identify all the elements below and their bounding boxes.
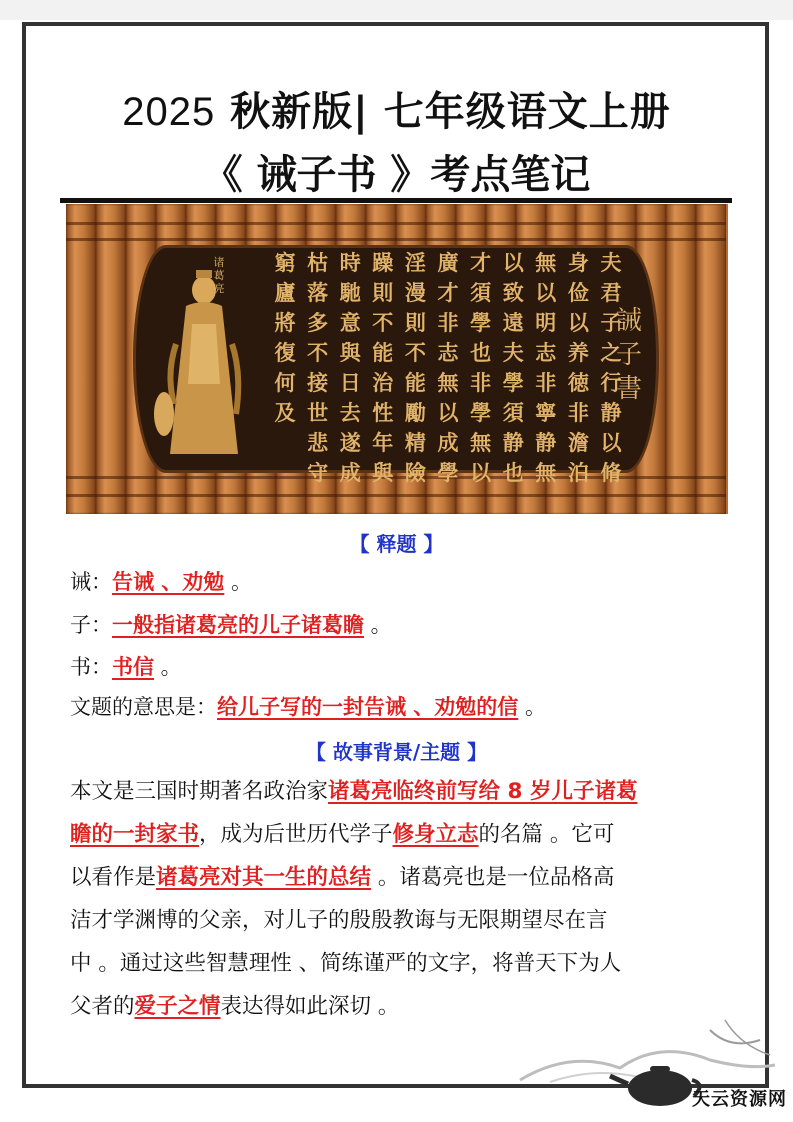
slat-band <box>636 476 666 479</box>
slat-band <box>186 238 216 241</box>
slat-band <box>396 222 426 225</box>
slat-band <box>666 222 696 225</box>
section-title-shiti: 【 释题 】 <box>349 532 444 556</box>
item-cheng <box>70 567 252 597</box>
slat-band <box>96 476 126 479</box>
bamboo-slat <box>96 204 126 514</box>
slat-band <box>126 222 156 225</box>
slat-band <box>306 238 336 241</box>
item-answer: 一般指诸葛亮的儿子诸葛瞻 <box>112 613 364 637</box>
slat-band <box>516 494 546 497</box>
scroll-text-column: 以 致 遠 夫 學 須 静 也 <box>502 250 524 485</box>
para-line-2 <box>70 813 730 856</box>
slat-band <box>396 494 426 497</box>
slat-band <box>576 494 606 497</box>
slat-band <box>576 222 606 225</box>
slat-band <box>666 494 696 497</box>
title-rest: 秋新版| 七年级语文上册 <box>215 89 671 135</box>
slat-band <box>306 222 336 225</box>
scroll-text-column: 枯 落 多 不 接 世 悲 守 <box>307 250 329 485</box>
page-subtitle: 《 诫子书 》考点笔记 <box>202 152 591 198</box>
slat-band <box>606 494 636 497</box>
slat-band <box>216 222 246 225</box>
item-label: 文题的意思是： <box>70 695 217 719</box>
para-line-4: 洁才学渊博的父亲，对儿子的殷殷教诲与无限期望尽在言 <box>70 908 608 933</box>
slat-band <box>186 222 216 225</box>
item-tail: 。 <box>364 613 392 637</box>
slat-band <box>156 476 186 479</box>
slat-band <box>486 494 516 497</box>
slat-band <box>666 238 696 241</box>
slat-band <box>546 222 576 225</box>
slat-band <box>156 222 186 225</box>
slat-band <box>546 238 576 241</box>
highlight-run: 诸葛亮临终前写给 8 岁儿子诸葛 <box>328 779 638 804</box>
slat-band <box>456 494 486 497</box>
slat-band <box>126 494 156 497</box>
slat-band <box>576 238 606 241</box>
slat-band <box>66 238 96 241</box>
scroll-title: 誡 子 書 <box>615 306 642 404</box>
slat-band <box>696 476 726 479</box>
scroll-text-column: 才 須 學 也 非 學 無 以 <box>470 250 492 485</box>
scroll-text-column: 淫 漫 則 不 能 勵 精 險 <box>404 250 426 485</box>
slat-band <box>486 222 516 225</box>
highlight-run: 瞻的一封家书 <box>70 822 200 847</box>
slat-band <box>366 494 396 497</box>
scroll-text-column: 夫 君 子 之 行 静 以 脩 <box>600 250 622 485</box>
item-label: 子： <box>70 613 112 637</box>
slat-band <box>96 222 126 225</box>
slat-band <box>606 238 636 241</box>
slat-band <box>396 238 426 241</box>
page-title <box>0 80 793 137</box>
bamboo-scroll-image <box>66 204 728 514</box>
text-run: 以看作是 <box>70 865 157 890</box>
text-run: 本文是三国时期著名政治家 <box>70 779 329 804</box>
text-run: 。诸葛亮也是一位品格高 <box>371 865 615 890</box>
slat-band <box>186 494 216 497</box>
slat-band <box>426 494 456 497</box>
text-run: 表达得如此深切 。 <box>220 994 400 1019</box>
slat-band <box>456 222 486 225</box>
slat-band <box>276 494 306 497</box>
slat-band <box>186 476 216 479</box>
slat-band <box>66 222 96 225</box>
text-run: 的名篇 。它可 <box>478 822 615 847</box>
item-answer: 告诫 、劝勉 <box>112 570 225 594</box>
text-run: ，成为后世历代学子 <box>199 822 393 847</box>
para-line-5: 中 。通过这些智慧理性 、简练谨严的文字，将普天下为人 <box>70 951 622 976</box>
scroll-text-column: 身 俭 以 养 徳 非 澹 泊 <box>567 250 589 485</box>
title-year: 2025 <box>122 90 216 134</box>
slat-band <box>126 238 156 241</box>
top-bar <box>0 0 793 20</box>
slat-band <box>636 222 666 225</box>
scroll-text-column: 時 馳 意 與 日 去 遂 成 <box>339 250 361 485</box>
slat-band <box>636 494 666 497</box>
slat-band <box>426 238 456 241</box>
item-shu <box>70 652 182 682</box>
highlight-run: 爱子之情 <box>134 994 221 1019</box>
slat-band <box>516 222 546 225</box>
item-zi <box>70 610 392 640</box>
slat-band <box>336 238 366 241</box>
bamboo-slat <box>666 204 696 514</box>
highlight-run: 诸葛亮对其一生的总结 <box>156 865 372 890</box>
slat-band <box>156 238 186 241</box>
slat-band <box>66 494 96 497</box>
zhuge-liang-figure <box>146 264 256 464</box>
slat-band <box>156 494 186 497</box>
slat-band <box>366 238 396 241</box>
slat-band <box>366 222 396 225</box>
watermark: 天云资源网 <box>692 1089 787 1110</box>
slat-band <box>456 238 486 241</box>
scroll-text-column: 無 以 明 志 非 寧 静 無 <box>535 250 557 485</box>
item-tail: 。 <box>224 570 252 594</box>
item-answer: 给儿子写的一封告诫 、劝勉的信 <box>217 695 519 719</box>
text-run: 父者的 <box>70 994 135 1019</box>
slat-band <box>696 494 726 497</box>
slat-band <box>276 222 306 225</box>
item-answer: 书信 <box>112 655 154 679</box>
item-label: 书： <box>70 655 112 679</box>
title-divider <box>60 198 732 203</box>
slat-band <box>246 238 276 241</box>
slat-band <box>306 494 336 497</box>
slat-band <box>96 238 126 241</box>
scroll-text-column: 躁 則 不 能 治 性 年 與 <box>372 250 394 485</box>
item-label: 诫： <box>70 570 112 594</box>
item-title-meaning <box>70 692 546 722</box>
slat-band <box>216 238 246 241</box>
slat-band <box>66 476 96 479</box>
slat-band <box>546 494 576 497</box>
slat-band <box>426 222 456 225</box>
slat-band <box>696 222 726 225</box>
scroll-text-column: 窮 廬 將 復 何 及 <box>274 250 296 425</box>
slat-band <box>246 222 276 225</box>
slat-band <box>216 476 246 479</box>
para-line-3 <box>70 856 730 899</box>
slat-band <box>216 494 246 497</box>
section-title-background: 【 故事背景/主题 】 <box>305 740 488 764</box>
slat-band <box>636 238 666 241</box>
scroll-author: 诸 葛 亮 <box>213 256 225 295</box>
item-tail: 。 <box>154 655 182 679</box>
slat-band <box>606 222 636 225</box>
para-line-1 <box>70 770 730 813</box>
bamboo-slat <box>696 204 726 514</box>
slat-band <box>246 494 276 497</box>
highlight-run: 修身立志 <box>392 822 479 847</box>
slat-band <box>126 476 156 479</box>
slat-band <box>96 494 126 497</box>
slat-band <box>276 238 306 241</box>
bamboo-slat <box>66 204 96 514</box>
slat-band <box>666 476 696 479</box>
slat-band <box>696 238 726 241</box>
slat-band <box>336 222 366 225</box>
slat-band <box>276 476 306 479</box>
scroll-text-column: 廣 才 非 志 無 以 成 學 <box>437 250 459 485</box>
item-tail: 。 <box>518 695 546 719</box>
slat-band <box>516 238 546 241</box>
slat-band <box>486 238 516 241</box>
slat-band <box>246 476 276 479</box>
slat-band <box>336 494 366 497</box>
